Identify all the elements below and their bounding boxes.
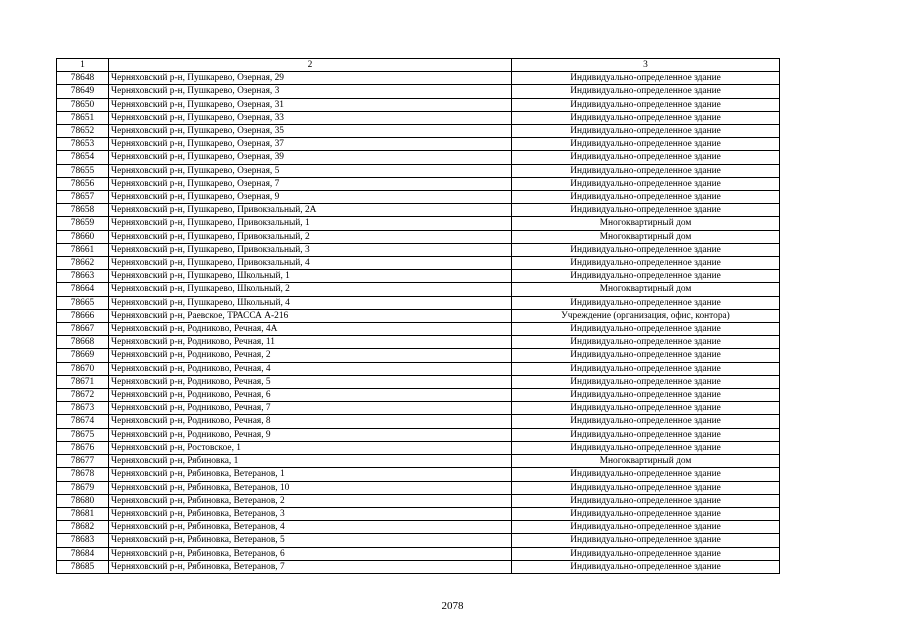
table-row [57,177,780,190]
table-row [57,336,780,349]
row-address: Черняховский р-н, Рябиновка, 1 [109,455,512,468]
row-type: Индивидуально-определенное здание [512,560,780,573]
header-col-2: 2 [109,59,512,72]
row-type: Индивидуально-определенное здание [512,151,780,164]
row-id: 78656 [57,177,109,190]
row-id: 78682 [57,521,109,534]
row-id: 78667 [57,323,109,336]
row-address: Черняховский р-н, Раевское, ТРАССА А-216 [109,309,512,322]
row-id: 78678 [57,468,109,481]
row-address: Черняховский р-н, Ростовское, 1 [109,441,512,454]
row-type: Индивидуально-определенное здание [512,111,780,124]
row-id: 78670 [57,362,109,375]
row-type: Индивидуально-определенное здание [512,323,780,336]
row-address: Черняховский р-н, Рябиновка, Ветеранов, 3 [109,507,512,520]
table-row [57,428,780,441]
row-id: 78652 [57,125,109,138]
table-row [57,534,780,547]
row-address: Черняховский р-н, Пушкарево, Озерная, 5 [109,164,512,177]
page-number: 2078 [441,600,464,612]
table-row [57,323,780,336]
header-col-3: 3 [512,59,780,72]
row-type: Индивидуально-определенное здание [512,521,780,534]
table-row [57,389,780,402]
row-type: Многоквартирный дом [512,217,780,230]
row-type: Индивидуально-определенное здание [512,494,780,507]
row-id: 78665 [57,296,109,309]
row-type: Индивидуально-определенное здание [512,389,780,402]
row-type: Учреждение (организация, офис, контора) [512,309,780,322]
row-address: Черняховский р-н, Рябиновка, Ветеранов, 6 [109,547,512,560]
row-id: 78668 [57,336,109,349]
row-type: Индивидуально-определенное здание [512,375,780,388]
row-address: Черняховский р-н, Пушкарево, Школьный, 1 [109,270,512,283]
row-address: Черняховский р-н, Родниково, Речная, 7 [109,402,512,415]
table-row [57,270,780,283]
table-row [57,217,780,230]
row-type: Индивидуально-определенное здание [512,362,780,375]
row-type: Индивидуально-определенное здание [512,85,780,98]
table-row [57,164,780,177]
row-id: 78674 [57,415,109,428]
table-row [57,191,780,204]
row-type: Индивидуально-определенное здание [512,191,780,204]
row-id: 78666 [57,309,109,322]
table-row [57,441,780,454]
row-address: Черняховский р-н, Родниково, Речная, 9 [109,428,512,441]
row-id: 78658 [57,204,109,217]
row-type: Индивидуально-определенное здание [512,534,780,547]
row-id: 78661 [57,243,109,256]
table-row [57,521,780,534]
row-type: Индивидуально-определенное здание [512,164,780,177]
table-row [57,125,780,138]
table-row [57,507,780,520]
row-address: Черняховский р-н, Рябиновка, Ветеранов, 1 [109,468,512,481]
table-row [57,560,780,573]
row-id: 78648 [57,72,109,85]
row-id: 78669 [57,349,109,362]
row-id: 78685 [57,560,109,573]
row-id: 78650 [57,98,109,111]
row-address: Черняховский р-н, Пушкарево, Озерная, 3 [109,85,512,98]
row-type: Индивидуально-определенное здание [512,468,780,481]
row-id: 78649 [57,85,109,98]
row-address: Черняховский р-н, Пушкарево, Озерная, 35 [109,125,512,138]
row-id: 78671 [57,375,109,388]
row-type: Индивидуально-определенное здание [512,270,780,283]
row-address: Черняховский р-н, Рябиновка, Ветеранов, 4 [109,521,512,534]
row-address: Черняховский р-н, Рябиновка, Ветеранов, 2 [109,494,512,507]
row-id: 78673 [57,402,109,415]
row-address: Черняховский р-н, Родниково, Речная, 2 [109,349,512,362]
row-type: Индивидуально-определенное здание [512,257,780,270]
row-type: Индивидуально-определенное здание [512,415,780,428]
row-address: Черняховский р-н, Пушкарево, Привокзальный, 2А [109,204,512,217]
table-row [57,111,780,124]
table-row [57,151,780,164]
row-id: 78679 [57,481,109,494]
row-address: Черняховский р-н, Родниково, Речная, 4А [109,323,512,336]
row-type: Индивидуально-определенное здание [512,98,780,111]
row-id: 78664 [57,283,109,296]
row-id: 78651 [57,111,109,124]
row-address: Черняховский р-н, Пушкарево, Привокзальный, 4 [109,257,512,270]
row-address: Черняховский р-н, Родниково, Речная, 6 [109,389,512,402]
row-id: 78653 [57,138,109,151]
table-row [57,547,780,560]
row-id: 78681 [57,507,109,520]
row-id: 78655 [57,164,109,177]
row-address: Черняховский р-н, Пушкарево, Озерная, 33 [109,111,512,124]
table-row [57,138,780,151]
row-address: Черняховский р-н, Пушкарево, Озерная, 39 [109,151,512,164]
table-row [57,98,780,111]
registry-table [56,58,780,574]
row-type: Индивидуально-определенное здание [512,125,780,138]
row-address: Черняховский р-н, Пушкарево, Школьный, 4 [109,296,512,309]
row-type: Индивидуально-определенное здание [512,177,780,190]
row-address: Черняховский р-н, Пушкарево, Школьный, 2 [109,283,512,296]
row-type: Индивидуально-определенное здание [512,507,780,520]
table-row [57,230,780,243]
table-header-row [57,59,780,72]
table-row [57,362,780,375]
row-type: Индивидуально-определенное здание [512,402,780,415]
table-row [57,283,780,296]
row-address: Черняховский р-н, Родниково, Речная, 8 [109,415,512,428]
row-address: Черняховский р-н, Родниково, Речная, 4 [109,362,512,375]
row-address: Черняховский р-н, Пушкарево, Привокзальный, 2 [109,230,512,243]
row-id: 78662 [57,257,109,270]
row-id: 78675 [57,428,109,441]
row-id: 78684 [57,547,109,560]
table-row [57,415,780,428]
table-row [57,72,780,85]
row-address: Черняховский р-н, Пушкарево, Озерная, 29 [109,72,512,85]
row-address: Черняховский р-н, Рябиновка, Ветеранов, 7 [109,560,512,573]
table-row [57,257,780,270]
table-row [57,481,780,494]
row-id: 78663 [57,270,109,283]
row-address: Черняховский р-н, Пушкарево, Озерная, 31 [109,98,512,111]
row-id: 78676 [57,441,109,454]
table-row [57,375,780,388]
row-type: Индивидуально-определенное здание [512,428,780,441]
row-id: 78677 [57,455,109,468]
table-row [57,349,780,362]
row-type: Индивидуально-определенное здание [512,72,780,85]
table-row [57,494,780,507]
row-id: 78683 [57,534,109,547]
row-address: Черняховский р-н, Пушкарево, Озерная, 37 [109,138,512,151]
row-type: Индивидуально-определенное здание [512,547,780,560]
row-type: Многоквартирный дом [512,455,780,468]
row-id: 78657 [57,191,109,204]
row-id: 78659 [57,217,109,230]
row-type: Многоквартирный дом [512,230,780,243]
table-row [57,309,780,322]
row-type: Индивидуально-определенное здание [512,204,780,217]
row-type: Индивидуально-определенное здание [512,243,780,256]
table-row [57,204,780,217]
table-row [57,85,780,98]
header-col-1: 1 [57,59,109,72]
row-type: Индивидуально-определенное здание [512,441,780,454]
row-type: Многоквартирный дом [512,283,780,296]
row-id: 78660 [57,230,109,243]
row-type: Индивидуально-определенное здание [512,336,780,349]
table-body [57,72,780,574]
row-address: Черняховский р-н, Пушкарево, Озерная, 9 [109,191,512,204]
row-type: Индивидуально-определенное здание [512,296,780,309]
row-address: Черняховский р-н, Пушкарево, Озерная, 7 [109,177,512,190]
row-type: Индивидуально-определенное здание [512,481,780,494]
row-address: Черняховский р-н, Родниково, Речная, 11 [109,336,512,349]
table-row [57,296,780,309]
row-address: Черняховский р-н, Рябиновка, Ветеранов, 5 [109,534,512,547]
row-address: Черняховский р-н, Пушкарево, Привокзальный, 1 [109,217,512,230]
row-id: 78680 [57,494,109,507]
row-id: 78672 [57,389,109,402]
row-address: Черняховский р-н, Рябиновка, Ветеранов, 10 [109,481,512,494]
table-row [57,243,780,256]
row-type: Индивидуально-определенное здание [512,138,780,151]
row-address: Черняховский р-н, Пушкарево, Привокзальный, 3 [109,243,512,256]
row-address: Черняховский р-н, Родниково, Речная, 5 [109,375,512,388]
row-type: Индивидуально-определенное здание [512,349,780,362]
table-row [57,455,780,468]
row-id: 78654 [57,151,109,164]
table-row [57,402,780,415]
table-row [57,468,780,481]
